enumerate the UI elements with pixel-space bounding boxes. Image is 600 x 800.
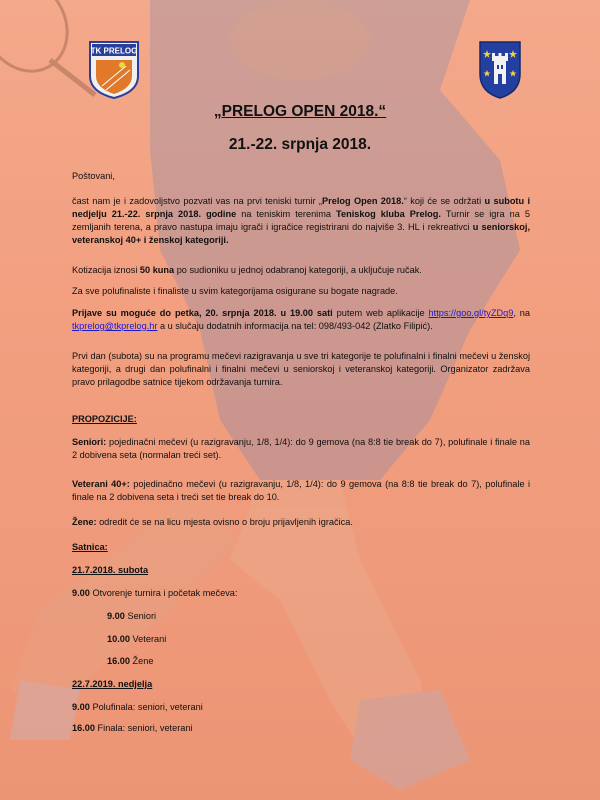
propozicije-heading: PROPOZICIJE: (72, 414, 137, 424)
intro-paragraph: čast nam je i zadovoljstvo pozvati vas na prvi teniski turnir „Prelog Open 2018.“ koji će se održati u subotu i nedjelju 21.-22. srpnja 2018. godine na teniskim terenima Teniskog kluba Prelog. Turnir se igra na 5 zemljanih terena, a pravo nastupa imaju igrači i igračice registrirani do najviše 3. HL i rekreativci u seniorskoj, veteranskoj 40+ i ženskoj kategoriji. (72, 196, 531, 245)
day1-heading: 21.7.2018. subota (72, 565, 149, 575)
day2-item-finals: 16.00 Finala: seniori, veterani (72, 723, 193, 733)
document-title: „PRELOG OPEN 2018.“ (213, 103, 387, 120)
veterani-rules: Veterani 40+: pojedinačno mečevi (u razigravanju, 1/8, 1/4): do 9 gemova (na 8:8 tie break do 7), polufinale i finale na 2 dobivena seta i treći set tie break do 10. (72, 479, 530, 502)
day1-item-zene: 16.00 Žene (107, 656, 154, 666)
prizes-paragraph: Za sve polufinaliste i finaliste u svim kategorijama osigurane su bogate nagrade. (72, 286, 398, 296)
seniori-rules: Seniori: pojedinačni mečevi (u razigravanju, 1/8, 1/4): do 9 gemova (na 8:8 tie break do 7), polufinale i finale na 2 dobivena seta (normalan treći set). (72, 437, 530, 460)
day2-heading: 22.7.2019. nedjelja (72, 679, 153, 689)
day1-item-veterani: 10.00 Veterani (107, 634, 167, 644)
schedule-description-paragraph: Prvi dan (subota) su na programu mečevi razigravanja u sve tri kategorije te polufinalni i finalni mečevi u ženskoj kategoriji, a drugi dan polufinalni i finalni mečevi u seniorskoj i veteranskoj kategoriji. Organizator zadržava pravo prilagodbe satnice tijekom održavanja turnira. (72, 351, 530, 387)
registration-app-link[interactable]: https://goo.gl/tyZDq9 (428, 308, 514, 318)
svg-text:TK PRELOG: TK PRELOG (90, 46, 138, 56)
fee-paragraph: Kotizacija iznosi 50 kuna po sudioniku u jednoj odabranoj kategoriji, a uključuje ručak. (72, 265, 422, 275)
tk-prelog-logo (88, 40, 140, 100)
email-link[interactable]: tkprelog@tkprelog.hr (72, 321, 158, 331)
satnica-heading: Satnica: (72, 542, 108, 552)
event-dates: 21.-22. srpnja 2018. (228, 136, 372, 153)
zene-rules: Žene: odredit će se na licu mjesta ovisno o broju prijavljenih igračica. (72, 517, 353, 527)
registration-paragraph: Prijave su moguće do petka, 20. srpnja 2018. u 19.00 sati putem web aplikacije https://goo.gl/tyZDq9, na tkprelog@tkprelog.hr a u slučaju dodatnih informacija na tel: 098/493-042 (Zlatko Filipić). (72, 308, 530, 331)
day2-item-semifinals: 9.00 Polufinala: seniori, veterani (72, 702, 203, 712)
day1-item-seniori: 9.00 Seniori (107, 611, 157, 621)
greeting: Poštovani, (72, 171, 115, 181)
prelog-coat-of-arms (478, 40, 522, 100)
day1-opening: 9.00 Otvorenje turnira i početak mečeva: (72, 588, 238, 598)
